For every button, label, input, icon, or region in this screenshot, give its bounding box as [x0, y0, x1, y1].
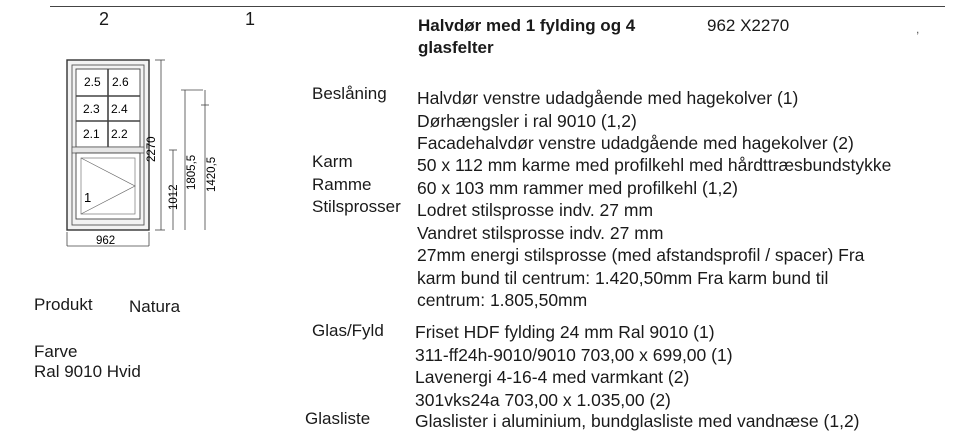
spec-line: centrum: 1.805,50mm [417, 290, 588, 310]
spec-line: 311-ff24h-9010/9010 703,00 x 699,00 (1) [415, 344, 733, 365]
height-total-label: 2270 [146, 136, 158, 162]
lower-panel [76, 153, 140, 219]
title-line-1: Halvdør med 1 fylding og 4 [418, 16, 636, 35]
spec-line: Vandret stilsprosse indv. 27 mm [417, 222, 664, 243]
produkt-value: Natura [129, 297, 181, 316]
spec-line: karm bund til centrum: 1.420,50mm Fra karm bund til [417, 267, 829, 288]
beslaning-label: Beslåning [312, 84, 387, 103]
title-line-2: glasfelter [418, 38, 494, 57]
column-number-2: 2 [99, 9, 110, 29]
spec-line: Dørhængsler i ral 9010 (1,2) [417, 110, 637, 131]
ramme-label: Ramme [312, 175, 372, 194]
ramme-value: 60 x 103 mm rammer med profilkehl (1,2) [417, 178, 738, 198]
stilsprosser-label: Stilsprosser [312, 197, 401, 216]
height-mid-label: 1420,5 [206, 156, 218, 192]
glasliste-label: Glasliste [305, 409, 371, 428]
spec-line: Friset HDF fylding 24 mm Ral 9010 (1) [415, 322, 715, 342]
page-title [418, 15, 635, 59]
mid-rail [72, 147, 144, 153]
pane-label: 2.4 [111, 102, 128, 116]
width-label: 962 [96, 235, 116, 247]
height-lower-label: 1012 [168, 184, 180, 210]
farve-value: Ral 9010 Hvid [34, 362, 141, 381]
door-drawing [55, 50, 225, 260]
spec-line: Lodret stilsprosse indv. 27 mm [417, 200, 654, 220]
beslaning-values [417, 87, 854, 155]
pane-label: 2.6 [112, 75, 129, 89]
spec-line: 301vks24a 703,00 x 1.035,00 (2) [415, 389, 671, 410]
pane-label: 2.1 [83, 127, 100, 141]
pane-label: 2.3 [83, 102, 100, 116]
top-rule [50, 6, 945, 7]
panel-label: 1 [84, 190, 92, 205]
glasliste-value: Glaslister i aluminium, bundglasliste med vandnæse (1,2) [415, 411, 860, 431]
spec-line: Lavenergi 4-16-4 med varmkant (2) [415, 367, 690, 387]
stilsprosser-values [417, 199, 864, 312]
karm-value: 50 x 112 mm karme med profilkehl med hårdttræsbundstykke [417, 155, 892, 175]
door-dimensions: 962 X2270 [707, 16, 790, 35]
produkt-label: Produkt [34, 295, 93, 314]
spec-line: 27mm energi stilsprosse (med afstandsprofil / spacer) Fra [417, 245, 865, 265]
column-number-1: 1 [245, 9, 256, 29]
glas-values [415, 321, 733, 411]
height-upper-label: 1805,5 [186, 154, 198, 190]
pane-label: 2.2 [111, 127, 128, 141]
spec-line: Facadehalvdør venstre udadgående med hagekolver (2) [417, 133, 854, 153]
glas-label: Glas/Fyld [312, 321, 384, 340]
spec-line: Halvdør venstre udadgående med hagekolver (1) [417, 88, 799, 108]
stray-mark: , [916, 22, 920, 36]
karm-label: Karm [312, 152, 353, 171]
farve-label: Farve [34, 342, 78, 361]
pane-label: 2.5 [84, 75, 101, 89]
